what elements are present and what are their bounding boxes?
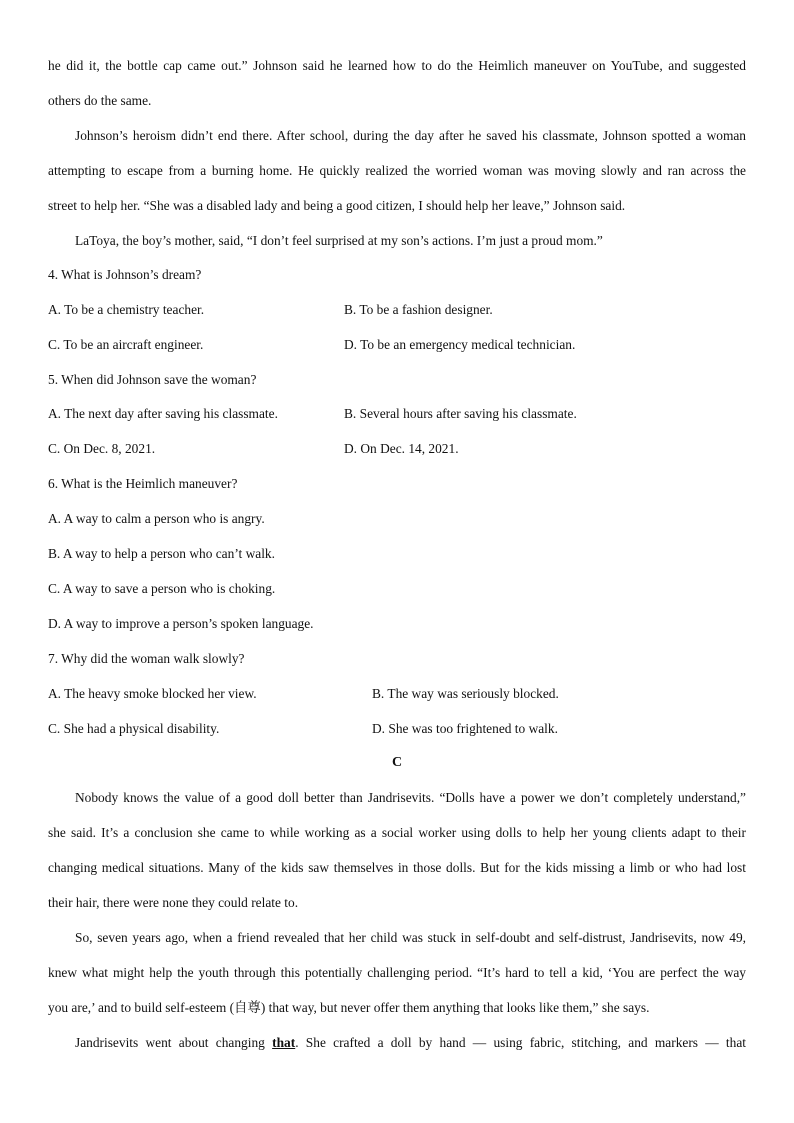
option-a: A. To be a chemistry teacher.	[48, 302, 205, 317]
option-c: C. On Dec. 8, 2021.	[48, 441, 156, 456]
option-d: D. To be an emergency medical technician.	[344, 337, 576, 352]
passage-line: Johnson’s heroism didn’t end there. After school, during the day after he saved his classmate, Johnson spotted a woman	[75, 128, 746, 143]
passage-line: he did it, the bottle cap came out.” Johnson said he learned how to do the Heimlich maneuver on YouTube, and suggested	[48, 58, 746, 73]
option-d: D. On Dec. 14, 2021.	[344, 441, 459, 456]
passage-line: Nobody knows the value of a good doll better than Jandrisevits. “Dolls have a power we don’t completely understand,”	[75, 790, 746, 805]
question-stem: 7. Why did the woman walk slowly?	[48, 651, 245, 666]
option-d: D. A way to improve a person’s spoken language.	[48, 616, 314, 631]
passage-line: others do the same.	[48, 93, 152, 108]
passage-text: . She crafted a doll by hand — using fabric, stitching, and markers — that	[295, 1035, 746, 1050]
option-b: B. The way was seriously blocked.	[372, 686, 559, 701]
passage-line: attempting to escape from a burning home. He quickly realized the worried woman was moving slowly and ran across the	[48, 163, 746, 178]
question-stem: 5. When did Johnson save the woman?	[48, 372, 257, 387]
question-stem: 6. What is the Heimlich maneuver?	[48, 476, 238, 491]
option-b: B. To be a fashion designer.	[344, 302, 493, 317]
passage-line: you are,’ and to build self-esteem (自尊) that way, but never offer them anything that looks like them,” she says.	[48, 1000, 650, 1015]
option-c: C. She had a physical disability.	[48, 721, 220, 736]
section-heading: C	[391, 755, 403, 770]
option-b: B. Several hours after saving his classmate.	[344, 406, 577, 421]
option-a: A. The heavy smoke blocked her view.	[48, 686, 257, 701]
passage-line	[75, 1034, 746, 1052]
passage-line: knew what might help the youth through this potentially challenging period. “It’s hard to tell a kid, ‘You are perfect the way	[48, 965, 746, 980]
option-a: A. A way to calm a person who is angry.	[48, 511, 265, 526]
passage-text: Jandrisevits went about changing	[75, 1035, 265, 1050]
option-b: B. A way to help a person who can’t walk.	[48, 546, 275, 561]
passage-line: So, seven years ago, when a friend revealed that her child was stuck in self-doubt and self-distrust, Jandrisevits, now 49,	[75, 930, 746, 945]
passage-line: street to help her. “She was a disabled lady and being a good citizen, I should help her leave,” Johnson said.	[48, 198, 626, 213]
option-c: C. A way to save a person who is choking.	[48, 581, 276, 596]
question-stem: 4. What is Johnson’s dream?	[48, 267, 202, 282]
option-c: C. To be an aircraft engineer.	[48, 337, 204, 352]
passage-line: she said. It’s a conclusion she came to while working as a social worker using dolls to help her young clients adapt to their	[48, 825, 746, 840]
underlined-keyword: that	[272, 1035, 296, 1050]
passage-line: changing medical situations. Many of the kids saw themselves in those dolls. But for the kids missing a limb or who had lost	[48, 860, 746, 875]
option-a: A. The next day after saving his classmate.	[48, 406, 278, 421]
passage-line: their hair, there were none they could relate to.	[48, 895, 299, 910]
option-d: D. She was too frightened to walk.	[372, 721, 558, 736]
passage-line: LaToya, the boy’s mother, said, “I don’t feel surprised at my son’s actions. I’m just a proud mom.”	[75, 233, 603, 248]
